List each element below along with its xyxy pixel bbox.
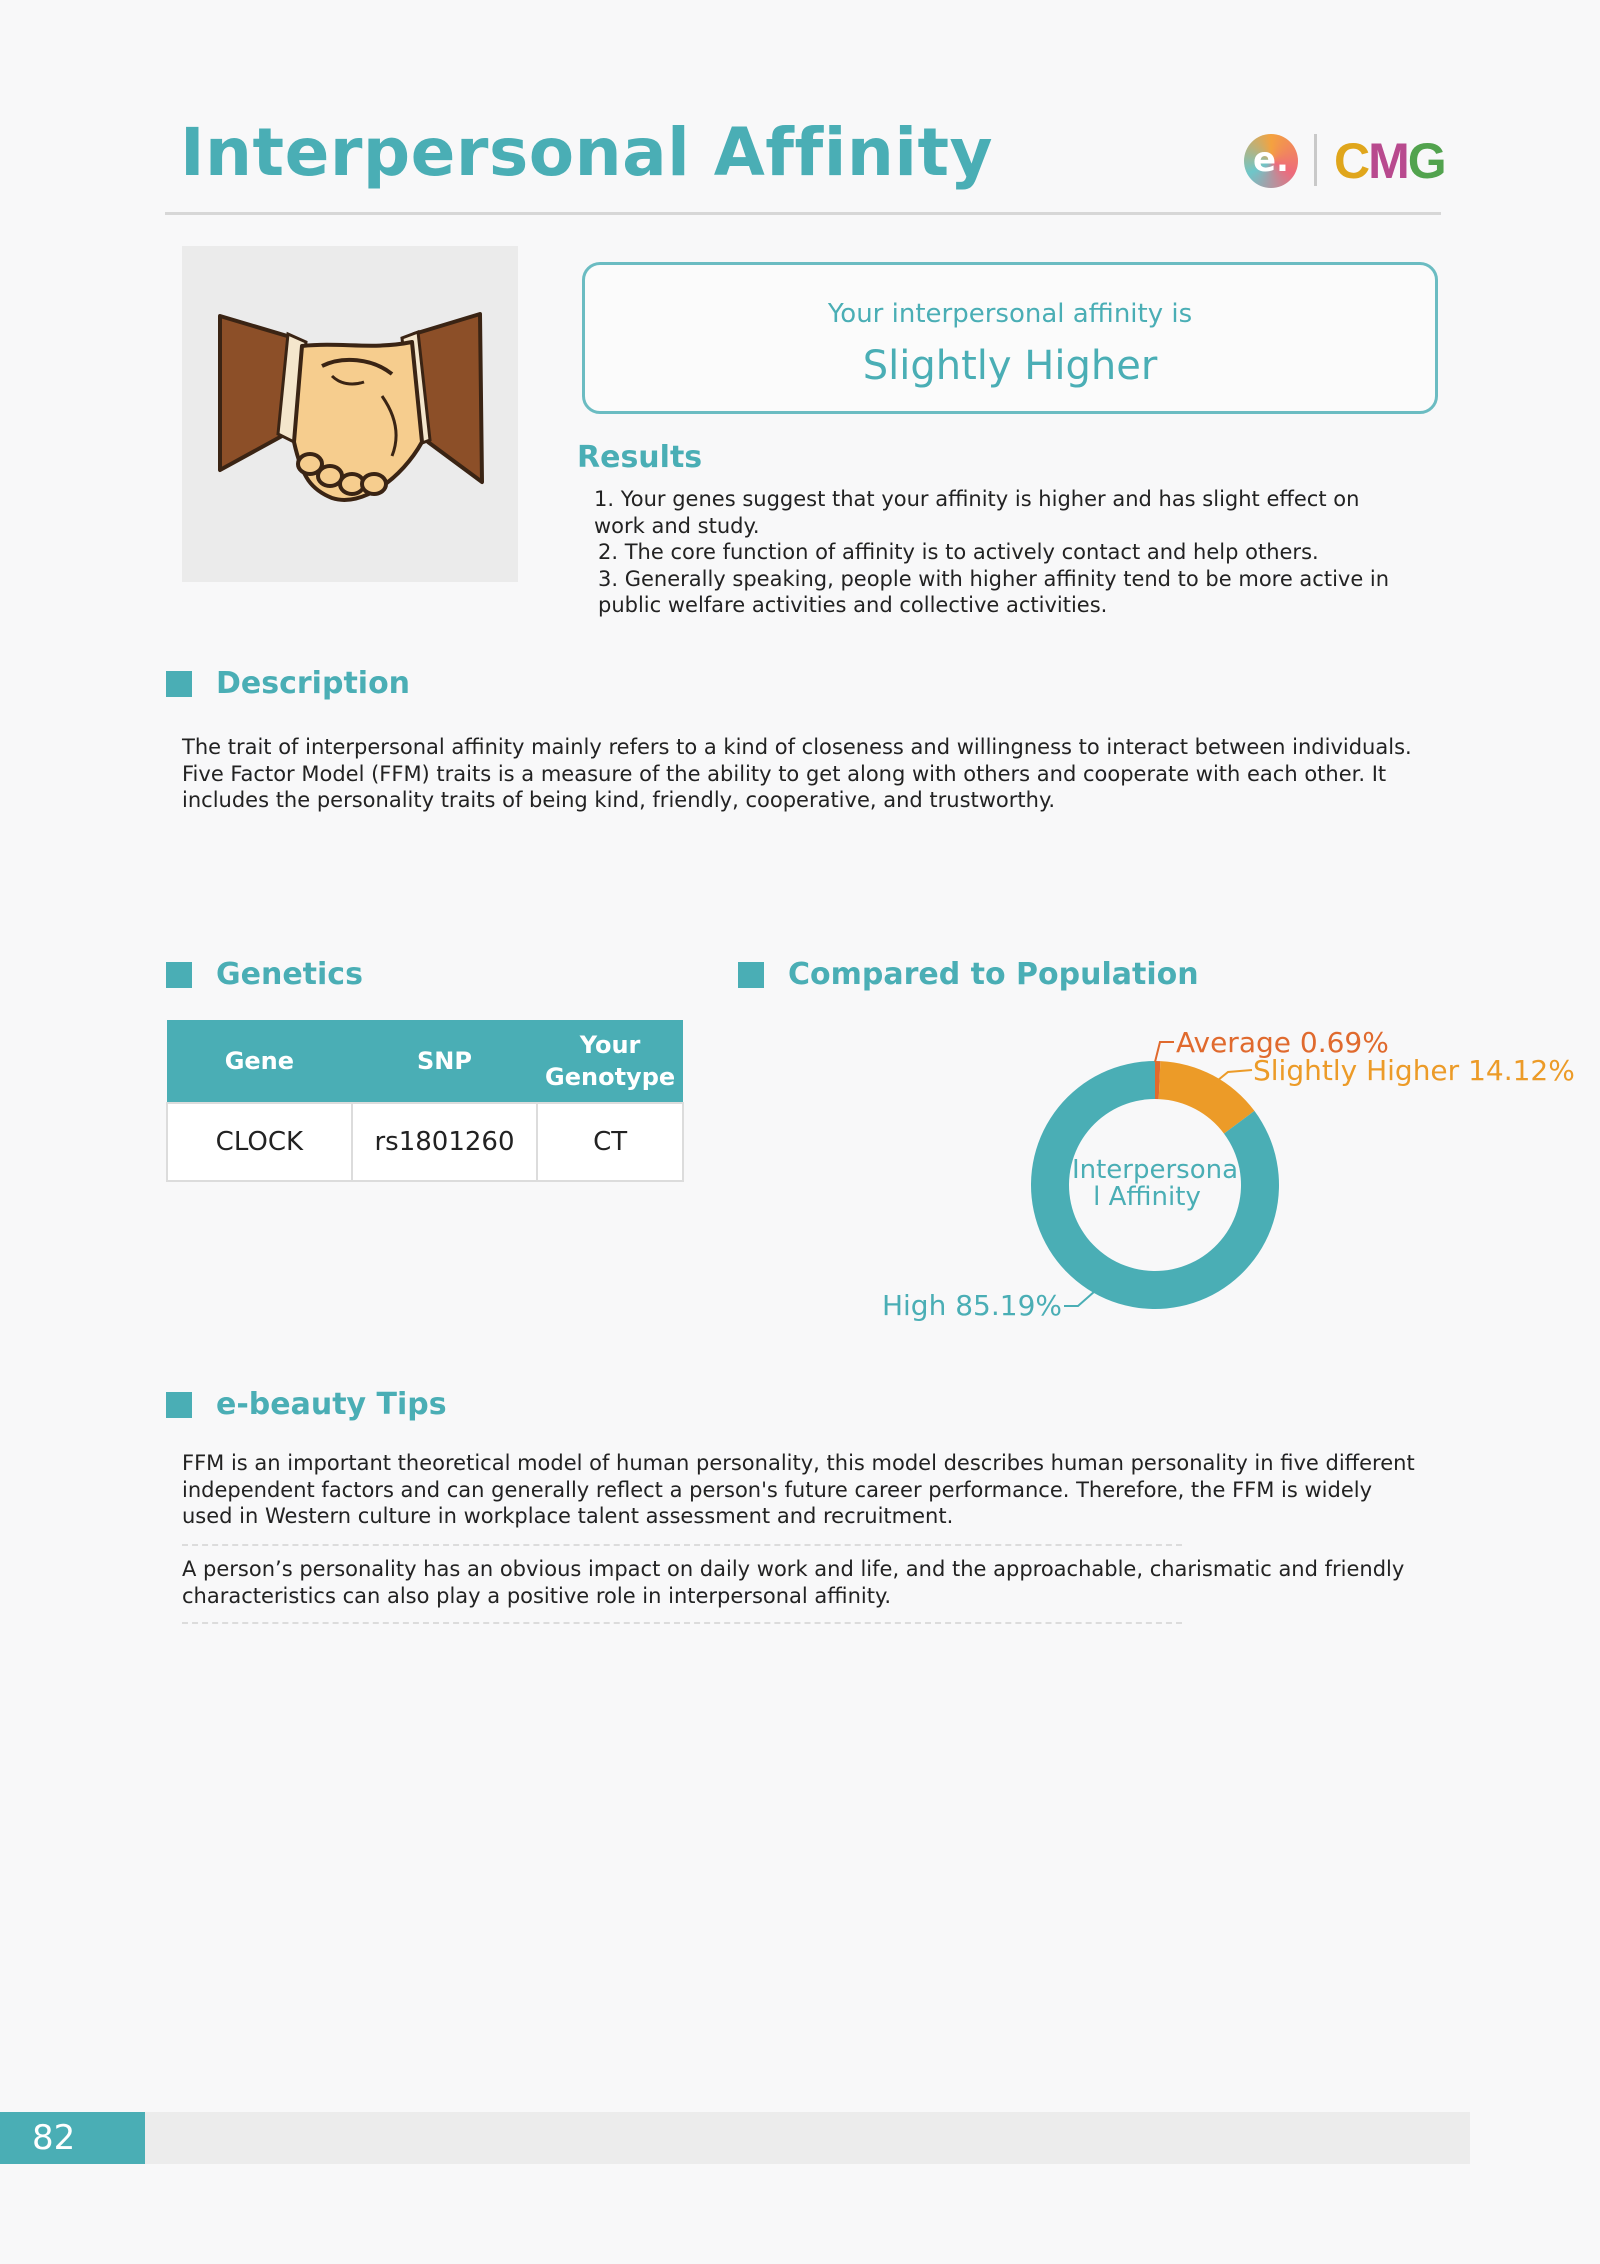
chart-label-high: High 85.19% (881, 1289, 1062, 1322)
tip-divider (182, 1622, 1182, 1624)
tip-divider (182, 1544, 1182, 1546)
page-title: Interpersonal Affinity (180, 114, 994, 191)
section-marker (738, 962, 764, 988)
tip-paragraph: A person’s personality has an obvious impact on daily work and life, and the approachable, charismatic and friendly characteristics can also play a positive role in interpersonal affinity. (182, 1557, 1405, 1608)
description-text: The trait of interpersonal affinity mainly refers to a kind of closeness and willingness to interact between individuals. Five Factor Model (FFM) traits is a measure of the ability to get along with others and cooperate with each other. It includes the personality traits of being kind, friendly, cooperative, and trustworthy. (182, 735, 1412, 812)
chart-center-label-line-1: Interpersona (1071, 1155, 1239, 1185)
hero-image (182, 246, 518, 582)
tip-paragraph: FFM is an important theoretical model of human personality, this model describes human personality in five different independent factors and can generally reflect a person's future career performance. Therefore, the FFM is widely used in Western culture in workplace talent assessment and recruitment. (182, 1451, 1415, 1528)
table-cell-snp: rs1801260 (352, 1103, 537, 1181)
table-header-gene: Gene (167, 1020, 352, 1103)
table-header-genotype: Your Genotype (537, 1020, 683, 1103)
cmg-logo-g: G (1407, 133, 1445, 189)
leader-line-average (1155, 1042, 1174, 1062)
genetics-heading: Genetics (216, 957, 363, 992)
handshake-icon (182, 246, 518, 582)
table-row (167, 1103, 683, 1181)
genetics-table (166, 1020, 684, 1182)
cmg-logo-m: M (1368, 133, 1408, 189)
title-divider (165, 212, 1441, 215)
section-marker (166, 671, 192, 697)
description-heading: Description (216, 666, 411, 701)
leader-line-high (1064, 1291, 1095, 1306)
list-item: 2. The core function of affinity is to actively contact and help others. (598, 540, 1319, 564)
table-cell-gene: CLOCK (167, 1103, 352, 1181)
page-number: 82 (32, 2118, 76, 2158)
cmg-logo (1334, 132, 1445, 190)
result-lead-text: Your interpersonal affinity is (827, 299, 1193, 329)
section-marker (166, 1392, 192, 1418)
cmg-logo-c: C (1334, 133, 1369, 189)
result-summary-box (582, 262, 1438, 414)
list-item: 1. Your genes suggest that your affinity is higher and has slight effect on work and study. (594, 487, 1360, 538)
chart-label-slightly-higher: Slightly Higher 14.12% (1253, 1054, 1575, 1087)
table-header-snp: SNP (352, 1020, 537, 1103)
tips-heading: e-beauty Tips (216, 1387, 447, 1422)
table-cell-genotype: CT (537, 1103, 683, 1181)
results-heading: Results (577, 440, 703, 475)
chart-center-label-line-2: l Affinity (1093, 1182, 1201, 1212)
logo-divider (1314, 134, 1317, 186)
population-donut-chart (700, 1000, 1580, 1340)
population-heading: Compared to Population (788, 957, 1199, 992)
page-number-box (0, 2112, 145, 2164)
list-item: 3. Generally speaking, people with higher affinity tend to be more active in public welfare activities and collective activities. (598, 566, 1390, 617)
chart-label-average: Average 0.69% (1176, 1026, 1389, 1059)
e-beauty-logo: e. (1244, 134, 1298, 188)
results-list (594, 486, 1394, 619)
section-marker (166, 962, 192, 988)
result-value: Slightly Higher (862, 343, 1158, 389)
footer-bar (145, 2112, 1470, 2164)
